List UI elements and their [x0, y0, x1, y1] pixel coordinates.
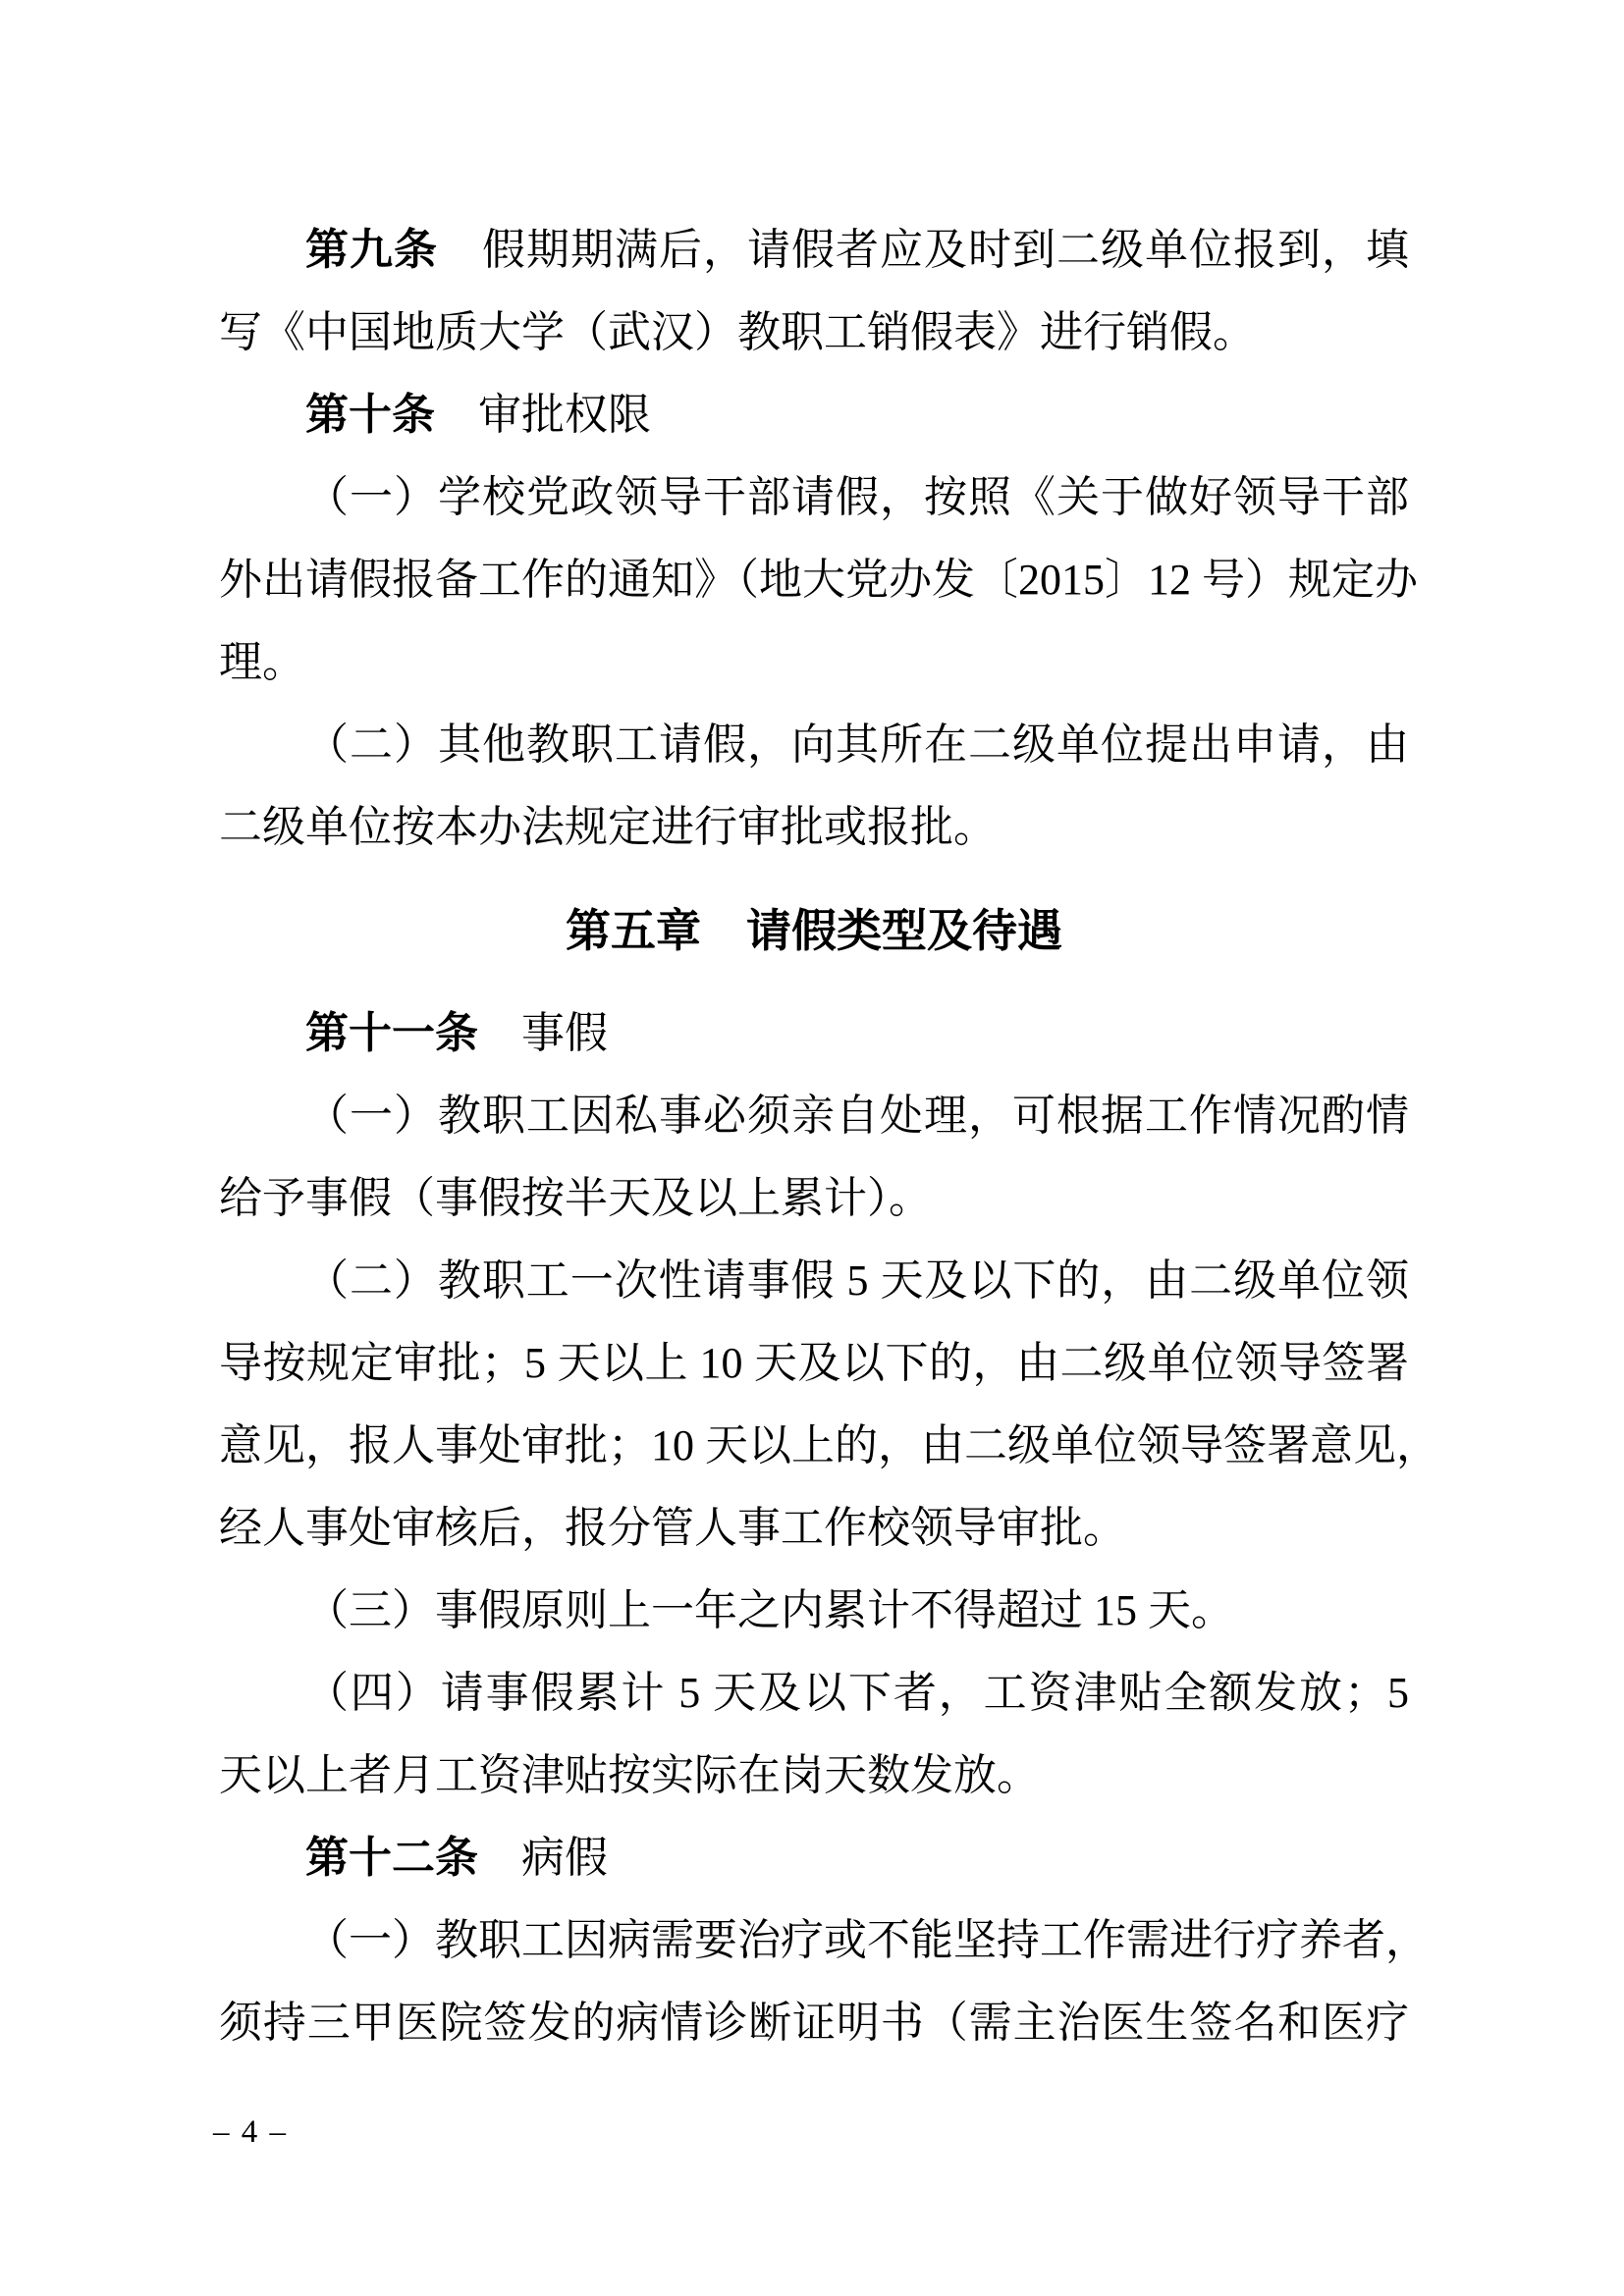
article-label: 第十条: [305, 391, 435, 439]
line-text: 写《中国地质大学（武汉）教职工销假表》进行销假。: [219, 308, 1256, 356]
doc-line: [219, 1487, 1409, 1570]
doc-line: [219, 1405, 1439, 1487]
doc-line: [219, 1240, 1409, 1322]
doc-line: [219, 209, 1409, 292]
line-text: （一）教职工因病需要治疗或不能坚持工作需进行疗养者，: [305, 1916, 1429, 1964]
line-text: 病假: [478, 1834, 608, 1882]
doc-line: [219, 1157, 1409, 1240]
line-text: 天以上者月工资津贴按实际在岗天数发放。: [219, 1751, 1040, 1799]
doc-line: [219, 1817, 1409, 1899]
doc-line: [219, 539, 1418, 621]
line-text: 二级单位按本办法规定进行审批或报批。: [219, 803, 997, 851]
line-text: 事假: [478, 1009, 608, 1057]
doc-line: [219, 786, 1409, 869]
doc-line: [219, 374, 1409, 456]
article-label: 第十一条: [305, 1009, 478, 1057]
line-text: （一）教职工因私事必须亲自处理，可根据工作情况酌情: [305, 1092, 1409, 1140]
line-text: 理。: [219, 638, 305, 686]
doc-line: [219, 1075, 1409, 1157]
line-text: 须持三甲医院签发的病情诊断证明书（需主治医生签名和医疗: [219, 1999, 1409, 2047]
line-text: （三）事假原则上一年之内累计不得超过 15 天。: [305, 1586, 1234, 1634]
chapter-heading: 第五章 请假类型及待遇: [566, 905, 1062, 956]
doc-line: [219, 292, 1409, 374]
doc-line: [219, 1570, 1409, 1652]
doc-line: [219, 456, 1409, 539]
line-text: （二）其他教职工请假，向其所在二级单位提出申请，由: [305, 721, 1409, 769]
doc-line: [219, 1322, 1409, 1405]
line-text: （一）学校党政领导干部请假，按照《关于做好领导干部: [305, 473, 1409, 521]
doc-line: [219, 1735, 1409, 1817]
article-label: 第十二条: [305, 1834, 478, 1882]
line-text: 外出请假报备工作的通知》（地大党办发〔2015〕12 号）规定办: [219, 556, 1418, 604]
doc-line: [219, 704, 1409, 786]
doc-line: [219, 992, 1409, 1075]
article-label: 第九条: [305, 226, 438, 274]
line-text: 假期期满后，请假者应及时到二级单位报到，填: [438, 226, 1409, 274]
line-text: 审批权限: [435, 391, 651, 439]
page-number: – 4 –: [213, 2114, 288, 2150]
doc-line: [219, 1982, 1409, 2064]
line-text: （二）教职工一次性请事假 5 天及以下的，由二级单位领: [305, 1256, 1409, 1305]
line-text: 经人事处审核后，报分管人事工作校领导审批。: [219, 1504, 1126, 1552]
document-body: [219, 209, 1439, 2064]
doc-line: [219, 1899, 1429, 1982]
line-text: 意见，报人事处审批；10 天以上的，由二级单位领导签署意见，: [219, 1421, 1439, 1469]
doc-line: [219, 621, 1409, 704]
line-text: （四）请事假累计 5 天及以下者，工资津贴全额发放；5: [305, 1669, 1409, 1717]
line-text: 给予事假（事假按半天及以上累计）。: [219, 1174, 932, 1222]
line-text: 导按规定审批；5 天以上 10 天及以下的，由二级单位领导签署: [219, 1339, 1409, 1387]
doc-line: [219, 1652, 1409, 1735]
